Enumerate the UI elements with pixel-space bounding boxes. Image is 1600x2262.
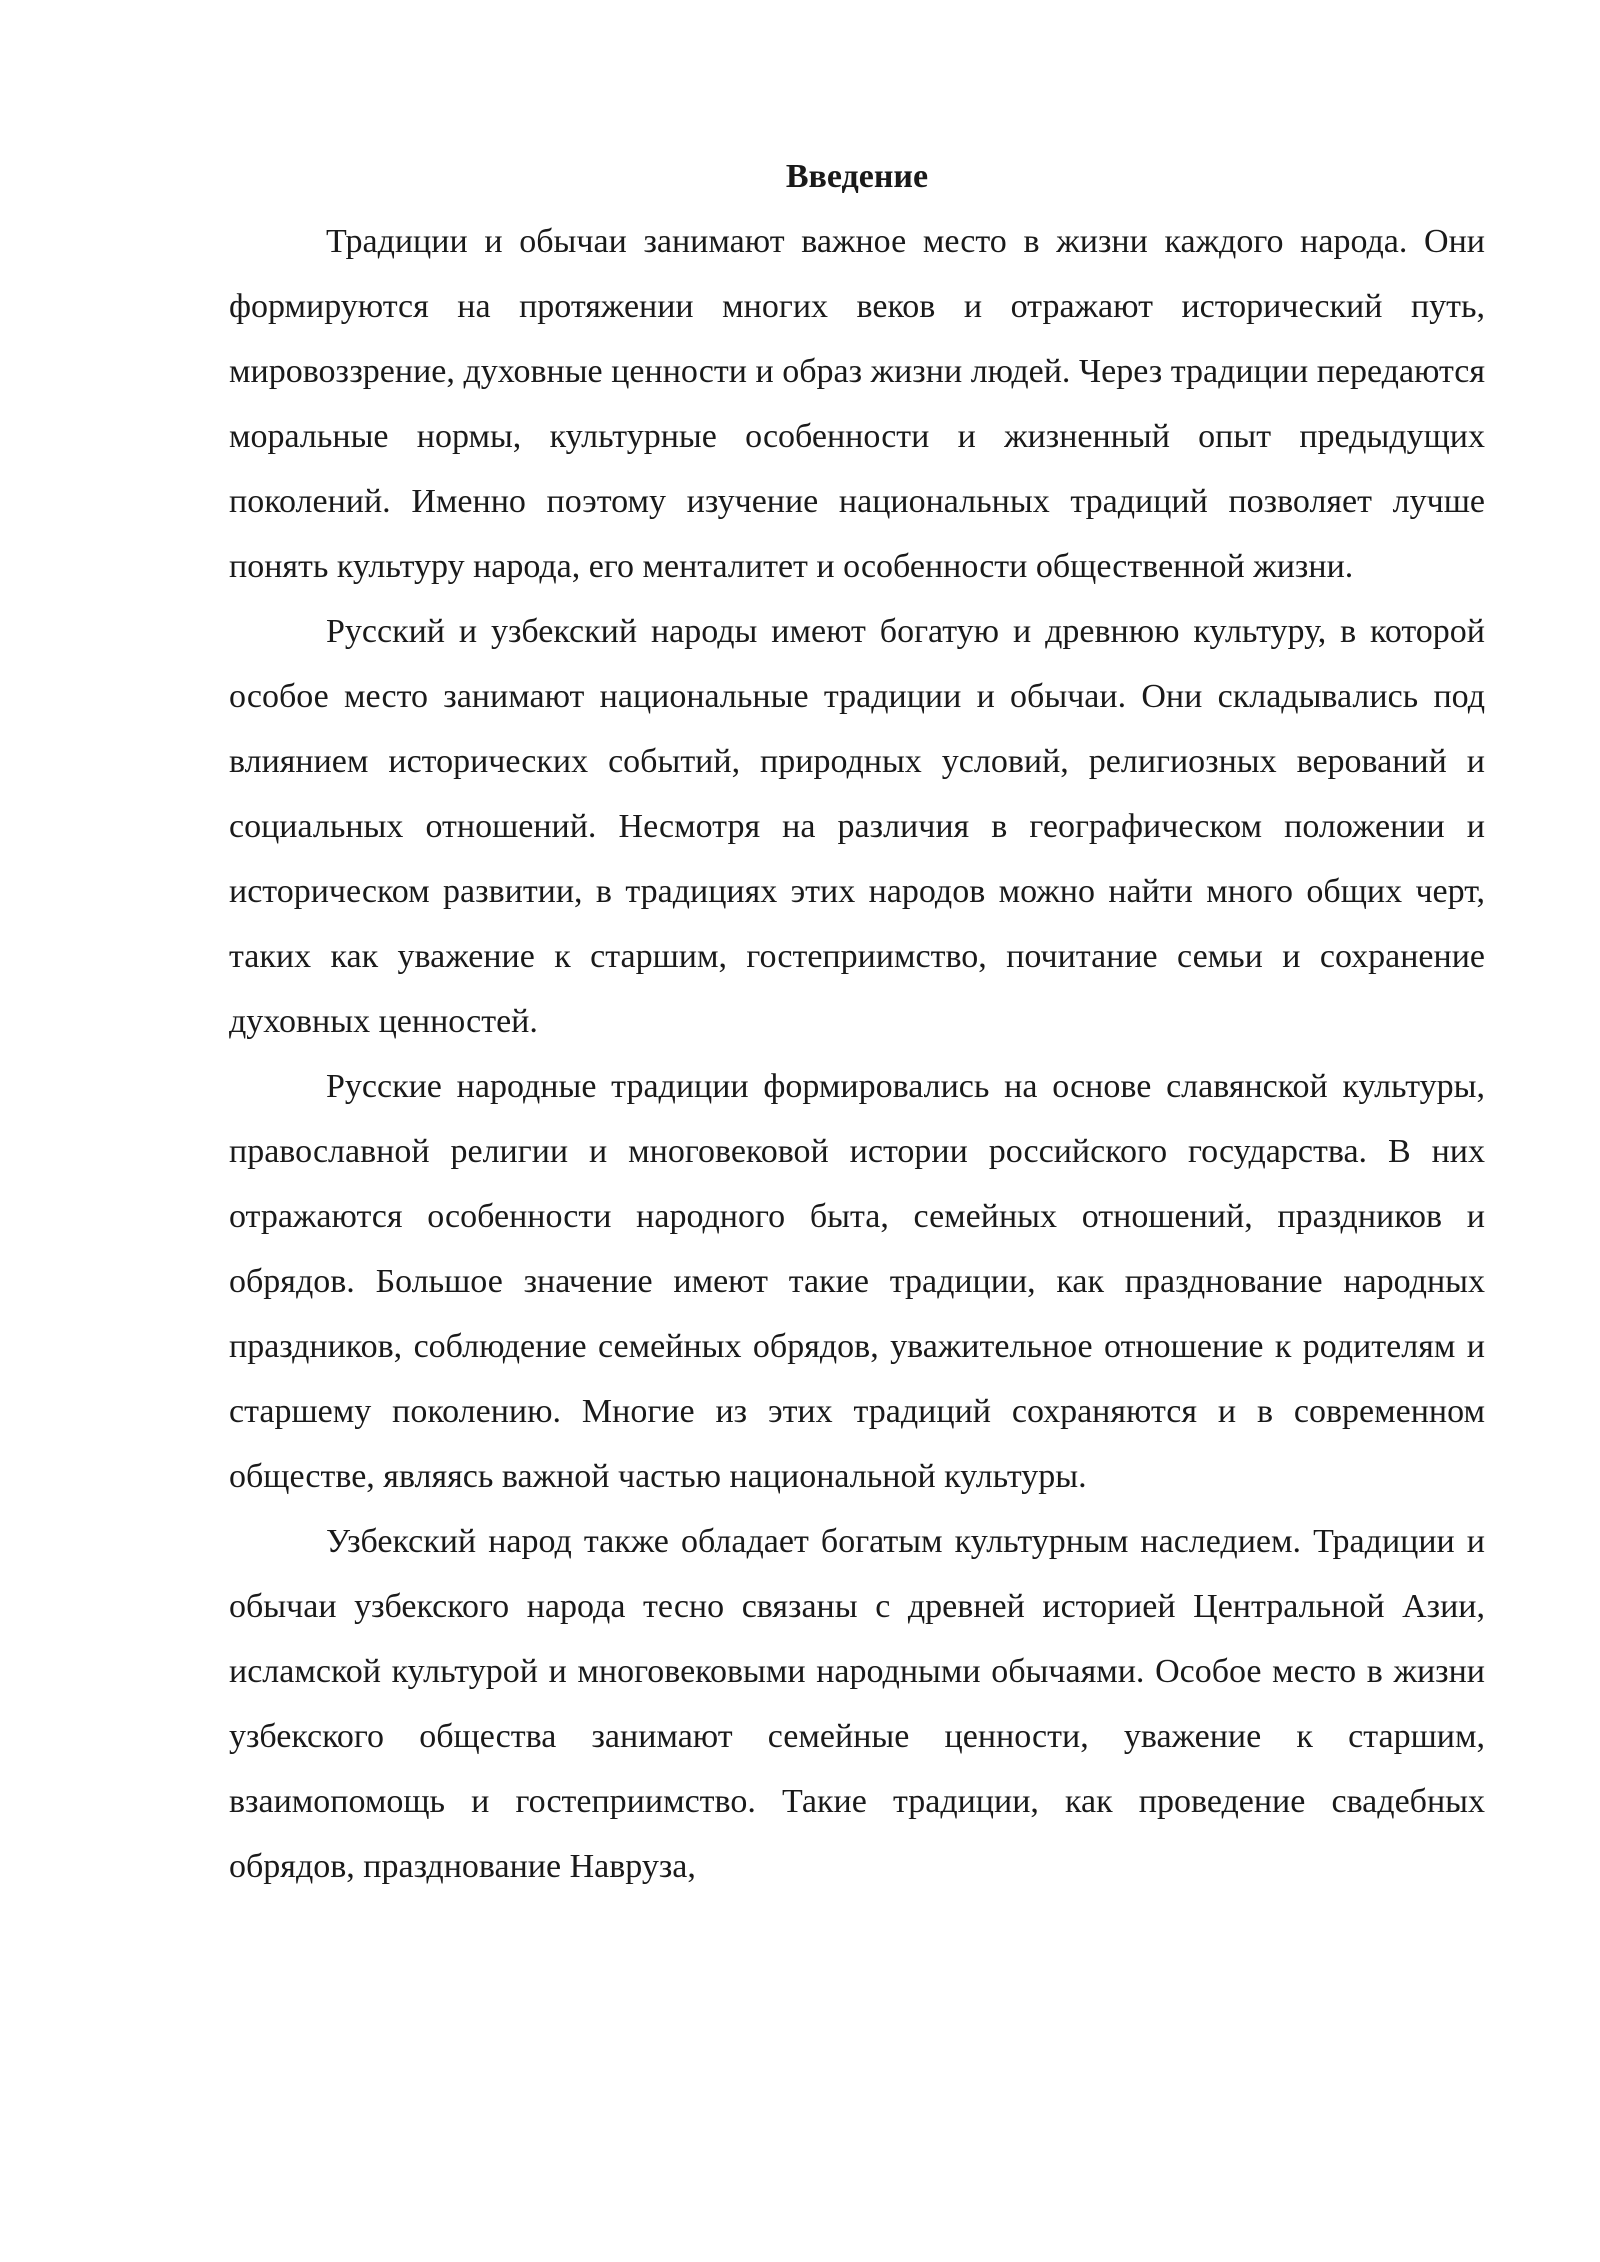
paragraph-2: Русский и узбекский народы имеют богатую и древнюю культуру, в которой особое место занимают национальные традиции и обычаи. Они складывались под влиянием исторических событий, природных условий, религиозных верований и социальных отношений. Несмотря на различия в географическом положении и историческом развитии, в традициях этих народов можно найти много общих черт, таких как уважение к старшим, гостеприимство, почитание семьи и сохранение духовных ценностей. xyxy=(229,613,1485,1040)
paragraph-3: Русские народные традиции формировались на основе славянской культуры, православной религии и многовековой истории российского государства. В них отражаются особенности народного быта, семейных отношений, праздников и обрядов. Большое значение имеют такие традиции, как празднование народных праздников, соблюдение семейных обрядов, уважительное отношение к родителям и старшему поколению. Многие из этих традиций сохраняются и в современном обществе, являясь важной частью национальной культуры. xyxy=(229,1068,1485,1495)
page-title: Введение xyxy=(785,158,929,195)
paragraph-4: Узбекский народ также обладает богатым культурным наследием. Традиции и обычаи узбекского народа тесно связаны с древней историей Центральной Азии, исламской культурой и многовековыми народными обычаями. Особое место в жизни узбекского общества занимают семейные ценности, уважение к старшим, взаимопомощь и гостеприимство. Такие традиции, как проведение свадебных обрядов, празднование Навруза, xyxy=(229,1523,1485,1885)
document-body xyxy=(229,144,1485,1899)
paragraph-1: Традиции и обычаи занимают важное место в жизни каждого народа. Они формируются на протяжении многих веков и отражают исторический путь, мировоззрение, духовные ценности и образ жизни людей. Через традиции передаются моральные нормы, культурные особенности и жизненный опыт предыдущих поколений. Именно поэтому изучение национальных традиций позволяет лучше понять культуру народа, его менталитет и особенности общественной жизни. xyxy=(229,223,1485,585)
